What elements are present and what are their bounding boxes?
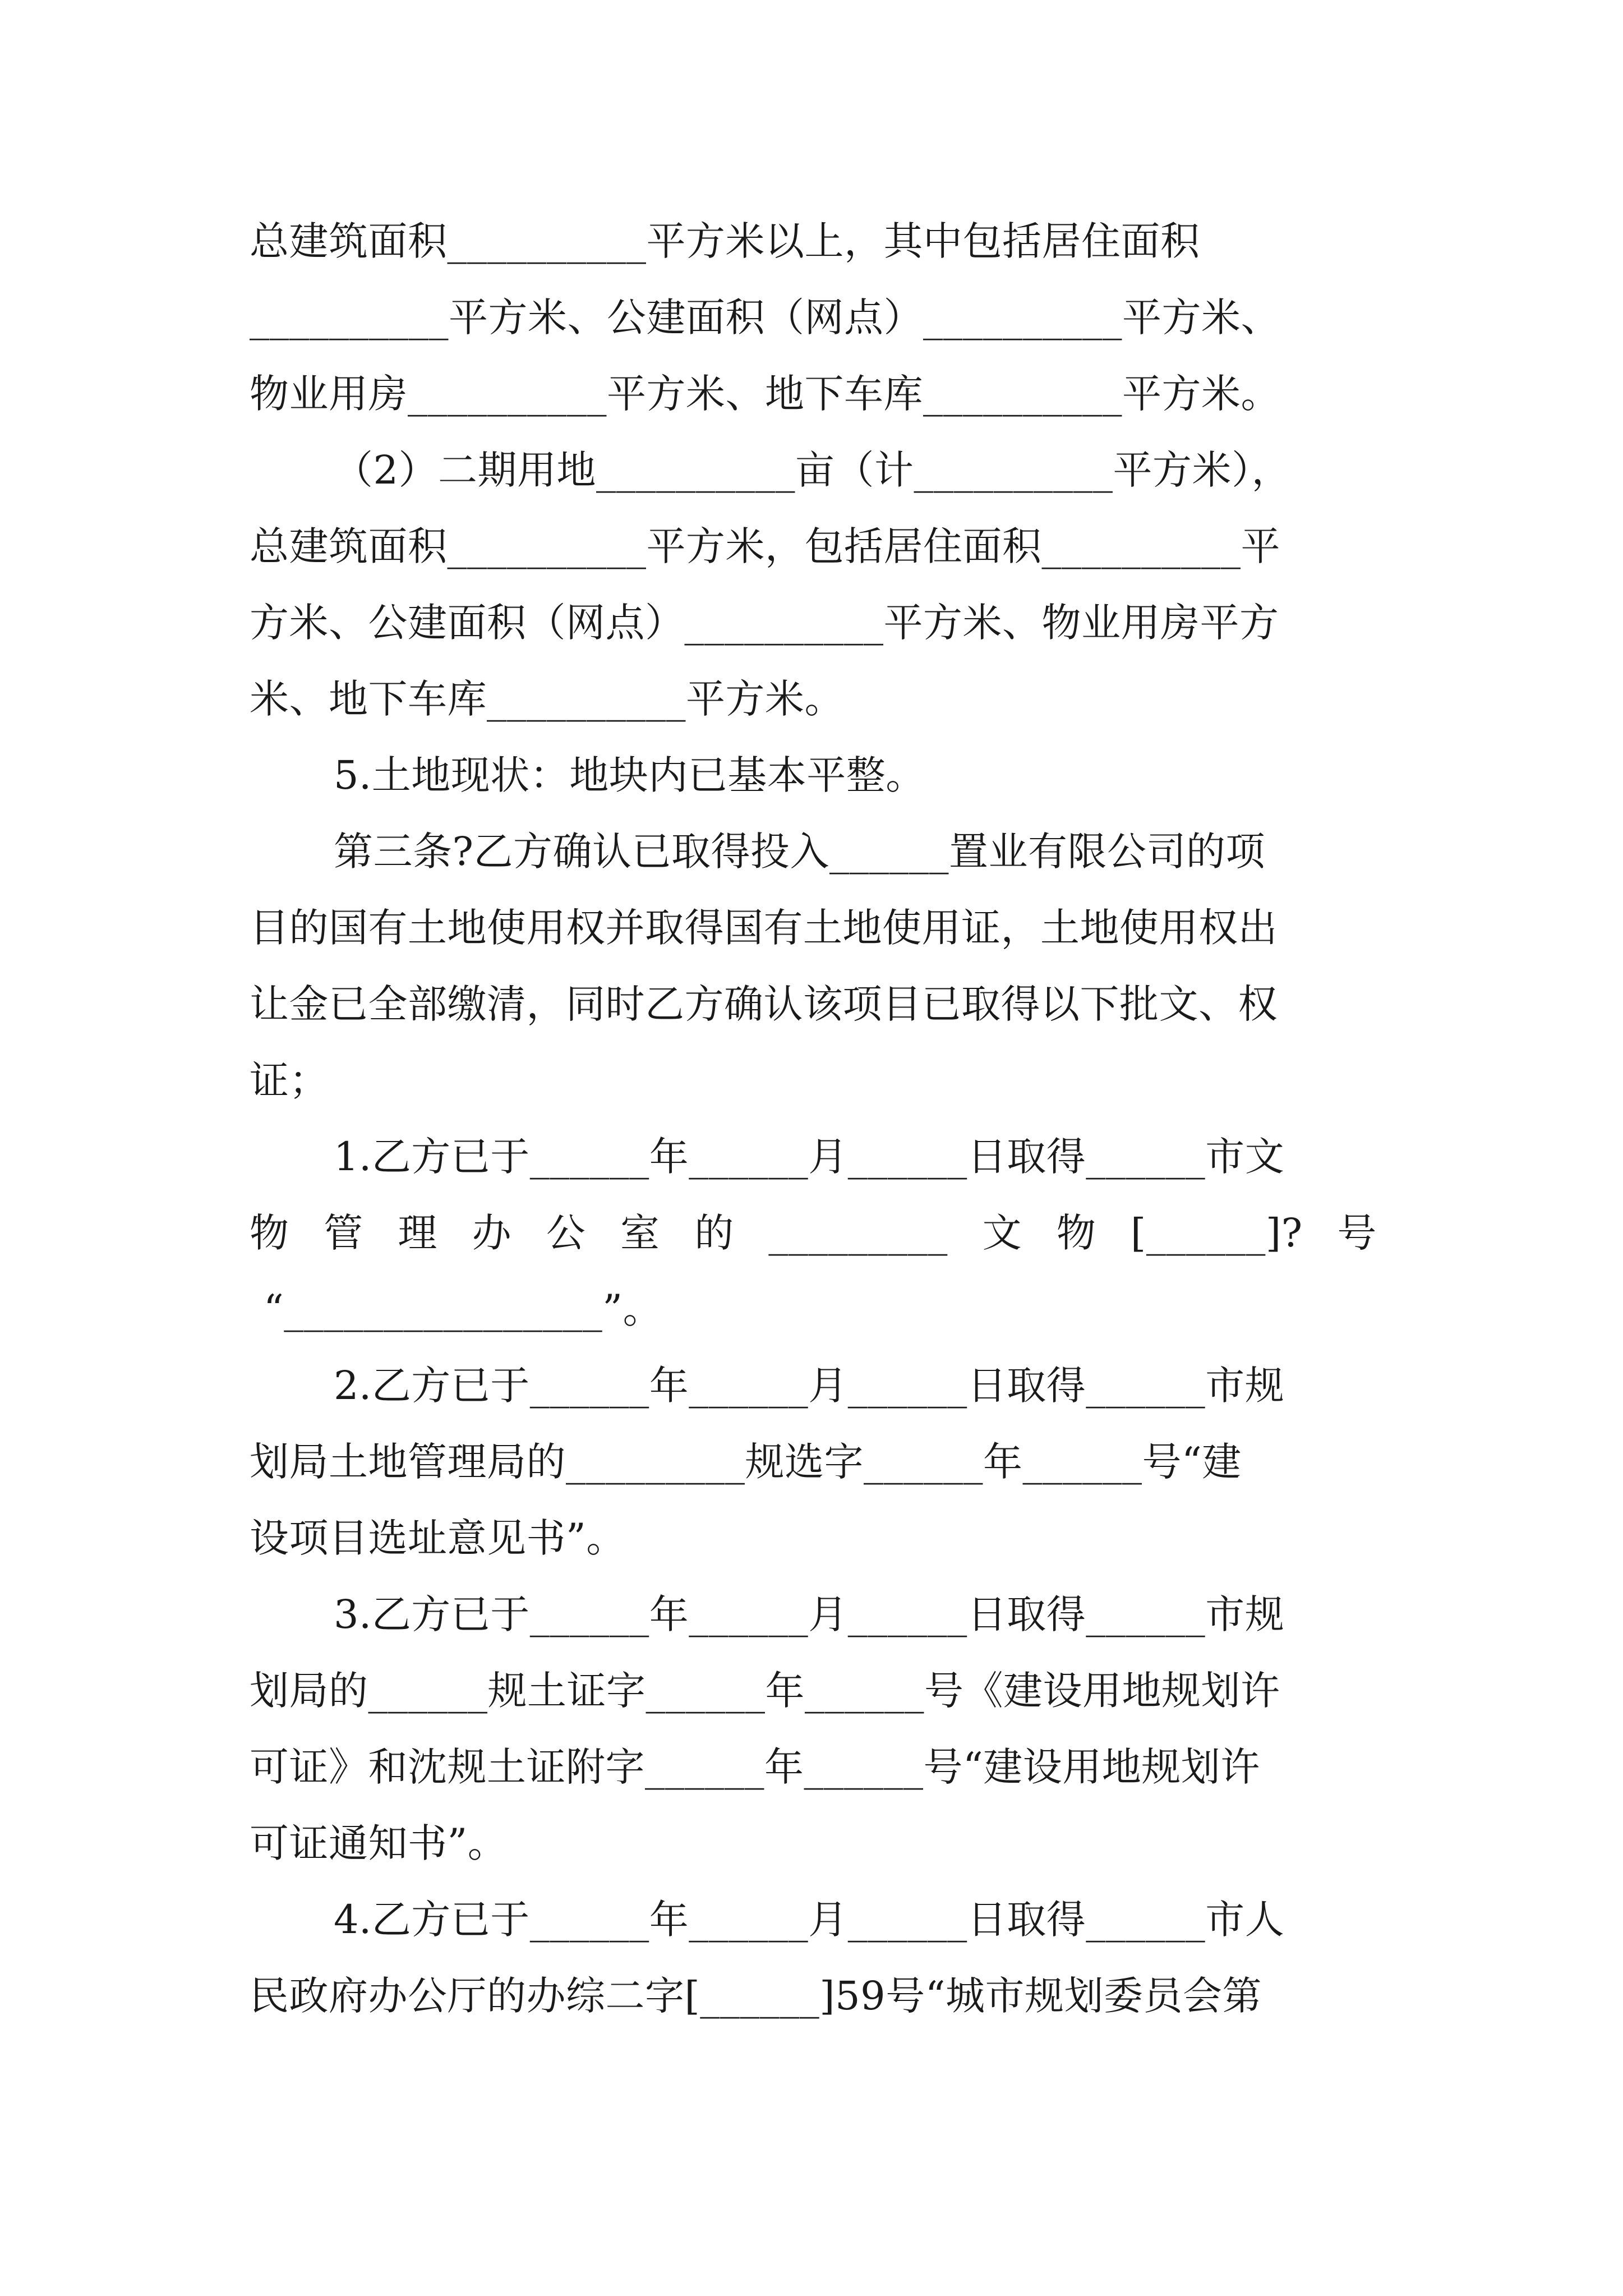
text-line-23: 4.乙方已于______年______月______日取得______市人 <box>334 1897 1285 1943</box>
text-line-2: __________平方米、公建面积（网点）__________平方米、 <box>250 295 1280 341</box>
spaced-char: 物 <box>250 1210 289 1256</box>
text-line-22: 可证通知书”。 <box>250 1820 508 1866</box>
text-line-13: 1.乙方已于______年______月______日取得______市文 <box>334 1134 1285 1180</box>
spaced-char: 理 <box>398 1210 437 1256</box>
text-line-17: 划局土地管理局的_________规选字______年______号“建 <box>250 1439 1242 1485</box>
spaced-char: 号 <box>1337 1210 1377 1256</box>
text-line-6: 方米、公建面积（网点）__________平方米、物业用房平方 <box>250 600 1279 646</box>
text-line-12: 证； <box>250 1057 329 1103</box>
text-line-3: 物业用房__________平方米、地下车库__________平方米。 <box>250 371 1280 417</box>
text-line-8: 5.土地现状：地块内已基本平整。 <box>334 752 925 798</box>
text-line-19: 3.乙方已于______年______月______日取得______市规 <box>334 1591 1285 1637</box>
text-line-9: 第三条?乙方确认已取得投入______置业有限公司的项 <box>334 829 1266 875</box>
text-line-5: 总建筑面积__________平方米，包括居住面积__________平 <box>250 523 1280 569</box>
text-line-7: 米、地下车库__________平方米。 <box>250 676 844 722</box>
spaced-char: 文 <box>982 1210 1022 1256</box>
spaced-char: 管 <box>324 1210 363 1256</box>
text-line-18: 设项目选址意见书”。 <box>250 1515 626 1561</box>
spaced-char: 物 <box>1056 1210 1096 1256</box>
text-line-24: 民政府办公厅的办综二字[______]59号“城市规划委员会第 <box>250 1973 1262 2019</box>
bracket-field: [______]? <box>1131 1210 1303 1256</box>
text-line-10: 目的国有土地使用权并取得国有土地使用证，土地使用权出 <box>250 905 1278 951</box>
text-line-14-spaced <box>250 1195 1377 1271</box>
blank-field: _________ <box>768 1210 948 1256</box>
spaced-char: 室 <box>620 1210 660 1256</box>
spaced-char: 公 <box>546 1210 586 1256</box>
spaced-char: 的 <box>694 1210 734 1256</box>
text-line-4: （2）二期用地__________亩（计__________平方米）， <box>334 447 1292 493</box>
spaced-char: 办 <box>472 1210 512 1256</box>
text-line-1: 总建筑面积__________平方米以上，其中包括居住面积 <box>250 218 1200 264</box>
text-line-21: 可证》和沈规土证附字______年______号“建设用地规划许 <box>250 1744 1260 1790</box>
text-line-16: 2.乙方已于______年______月______日取得______市规 <box>334 1363 1285 1409</box>
text-line-15: “________________”。 <box>264 1286 663 1332</box>
text-line-11: 让金已全部缴清，同时乙方确认该项目已取得以下批文、权 <box>250 981 1278 1027</box>
text-line-20: 划局的______规土证字______年______号《建设用地规划许 <box>250 1668 1280 1714</box>
